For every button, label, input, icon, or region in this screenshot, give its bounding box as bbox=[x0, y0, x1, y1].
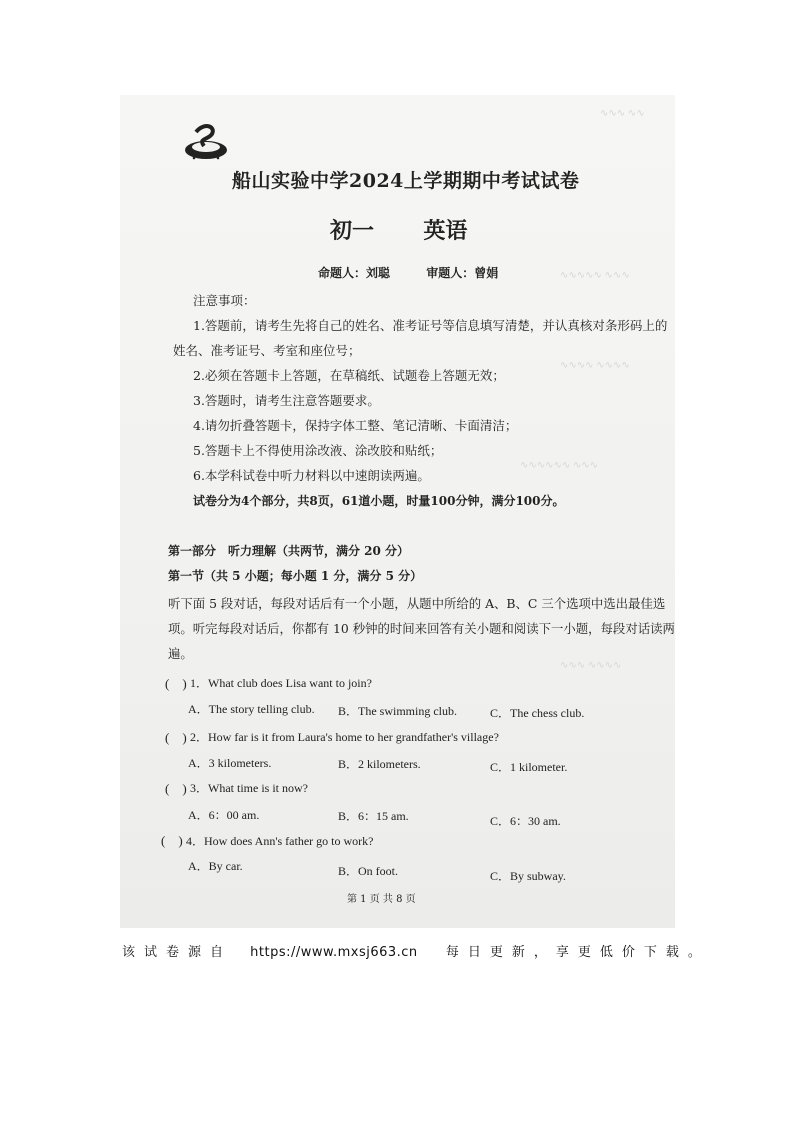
option-c: C．6：30 am. bbox=[490, 814, 561, 828]
instruction-line: 遍。 bbox=[168, 646, 193, 661]
option-b: B．6：15 am. bbox=[338, 809, 409, 823]
bleed-through-text: ∿∿∿∿∿ ∿∿∿ bbox=[560, 270, 630, 281]
school-logo bbox=[182, 120, 230, 162]
option-a: A．By car. bbox=[188, 859, 243, 873]
source-note bbox=[122, 941, 710, 960]
question-stem: 1．What club does Lisa want to join? bbox=[190, 676, 372, 690]
notice-item: 3.答题时，请考生注意答题要求。 bbox=[193, 393, 380, 408]
subject-label: 英语 bbox=[423, 218, 468, 244]
option-a: A．3 kilometers. bbox=[188, 756, 272, 770]
notice-item: 4.请勿折叠答题卡，保持字体工整、笔记清晰、卡面清洁； bbox=[193, 418, 518, 433]
instruction-line: 项。听完每段对话后，你都有 10 秒钟的时间来回答有关小题和阅读下一小题，每段对话读两 bbox=[168, 621, 675, 636]
notice-heading: 注意事项： bbox=[193, 293, 256, 308]
reviewer-label: 审题人：曾娟 bbox=[426, 266, 499, 280]
bleed-through-text: ∿∿∿ ∿∿∿∿ bbox=[560, 660, 622, 671]
option-b: B．The swimming club. bbox=[338, 704, 457, 718]
question-stem: 4．How does Ann's father go to work? bbox=[186, 834, 374, 848]
instruction-line: 听下面 5 段对话，每段对话后有一个小题，从题中所给的 A、B、C 三个选项中选出最佳选 bbox=[168, 596, 666, 611]
answer-blank: ( ) bbox=[165, 730, 187, 745]
authors-line bbox=[318, 264, 530, 281]
part1-heading: 第一部分 听力理解（共两节，满分 20 分） bbox=[168, 544, 410, 558]
exam-summary: 试卷分为4个部分，共8页，61道小题，时量100分钟，满分100分。 bbox=[193, 494, 565, 508]
section1-heading: 第一节（共 5 小题；每小题 1 分，满分 5 分） bbox=[168, 569, 423, 583]
bleed-through-text: ∿∿∿∿ ∿∿∿∿ bbox=[560, 360, 630, 371]
option-c: C．The chess club. bbox=[490, 706, 585, 720]
question-stem: 2．How far is it from Laura's home to her grandfather's village? bbox=[190, 730, 499, 744]
source-link[interactable]: https://www.mxsj663.cn bbox=[250, 945, 418, 960]
notice-item: 2.必须在答题卡上答题，在草稿纸、试题卷上答题无效； bbox=[193, 368, 505, 383]
question-stem: 3．What time is it now? bbox=[190, 781, 308, 795]
notice-item: 5.答题卡上不得使用涂改液、涂改胶和贴纸； bbox=[193, 443, 443, 458]
source-prefix: 该试卷源自 bbox=[122, 945, 233, 960]
option-b: B．On foot. bbox=[338, 864, 399, 878]
answer-blank: ( ) bbox=[161, 833, 183, 848]
option-c: C．1 kilometer. bbox=[490, 760, 568, 774]
option-a: A．6：00 am. bbox=[188, 808, 260, 822]
notice-item: 姓名、准考证号、考室和座位号； bbox=[173, 343, 361, 358]
option-b: B．2 kilometers. bbox=[338, 757, 421, 771]
notice-item: 1.答题前，请考生先将自己的姓名、准考证号等信息填写清楚，并认真核对条形码上的 bbox=[193, 318, 668, 333]
option-c: C．By subway. bbox=[490, 869, 566, 883]
notice-item: 6.本学科试卷中听力材料以中速朗读两遍。 bbox=[193, 468, 430, 483]
grade-label: 初一 bbox=[330, 218, 375, 244]
page-number: 第 1 页 共 8 页 bbox=[347, 894, 416, 905]
subject-heading bbox=[330, 214, 467, 245]
author-label: 命题人：刘聪 bbox=[318, 266, 391, 280]
option-a: A．The story telling club. bbox=[188, 702, 315, 716]
bleed-through-text: ∿∿∿∿∿∿ ∿∿∿ bbox=[520, 460, 599, 471]
answer-blank: ( ) bbox=[165, 781, 187, 796]
bleed-through-text: ∿∿∿ ∿∿ bbox=[600, 108, 645, 119]
answer-blank: ( ) bbox=[165, 676, 187, 691]
source-suffix: 每日更新，享更低价下载。 bbox=[445, 945, 710, 960]
exam-title: 船山实验中学2024上学期期中考试试卷 bbox=[232, 170, 580, 192]
